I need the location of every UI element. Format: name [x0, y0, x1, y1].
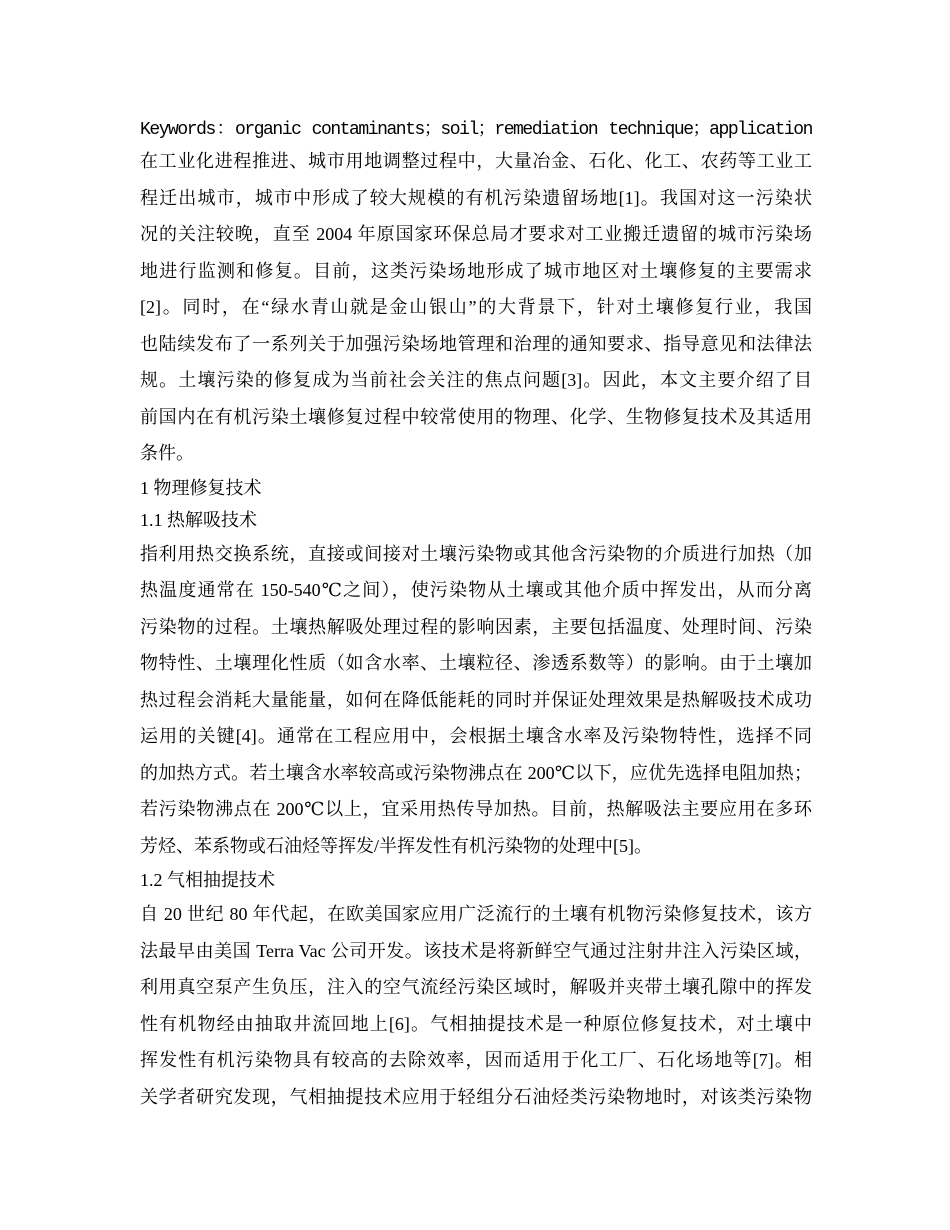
thermal-desorption-paragraph [140, 536, 812, 865]
paragraph-line: 关学者研究发现，气相抽提技术应用于轻组分石油烃类污染物地时，对该类污染物 [140, 1086, 812, 1107]
keywords-line [140, 117, 812, 143]
paragraph-line: 规。土壤污染的修复成为当前社会关注的焦点问题[3]。因此，本文主要介绍了目 [140, 370, 812, 390]
subsection-heading-1-1: 1.1 热解吸技术 [140, 509, 257, 530]
paragraph-line: 程迁出城市，城市中形成了较大规模的有机污染遗留场地[1]。我国对这一污染状 [140, 187, 812, 208]
paragraph-line: 利用真空泵产生负压，注入的空气流经污染区域时，解吸并夹带土壤孔隙中的挥发 [140, 977, 812, 997]
paragraph-line: 前国内在有机污染土壤修复过程中较常使用的物理、化学、生物修复技术及其适用 [140, 406, 812, 427]
paragraph-line: 也陆续发布了一系列关于加强污染场地管理和治理的通知要求、指导意见和法律法 [140, 333, 812, 354]
paragraph-line: 芳烃、苯系物或石油烃等挥发/半挥发性有机污染物的处理中[5]。 [140, 835, 652, 856]
paragraph-line: 条件。 [140, 443, 194, 463]
paragraph-line: 物特性、土壤理化性质（如含水率、土壤粒径、渗透系数等）的影响。由于土壤加 [140, 653, 812, 673]
paragraph-line: 污染物的过程。土壤热解吸处理过程的影响因素，主要包括温度、处理时间、污染 [140, 616, 812, 637]
paragraph-line: 性有机物经由抽取井流回地上[6]。气相抽提技术是一种原位修复技术，对土壤中 [140, 1013, 812, 1034]
paragraph-line: 若污染物沸点在 200℃以上，宜采用热传导加热。目前，热解吸法主要应用在多环 [140, 799, 812, 819]
paragraph-line: 地进行监测和修复。目前，这类污染场地形成了城市地区对土壤修复的主要需求 [140, 260, 812, 281]
paragraph-line: 在工业化进程推进、城市用地调整过程中，大量冶金、石化、化工、农药等工业工 [140, 151, 812, 171]
subsection-heading-1-2: 1.2 气相抽提技术 [140, 870, 275, 890]
document-page [140, 117, 812, 1115]
paragraph-line: 法最早由美国 Terra Vac 公司开发。该技术是将新鲜空气通过注射井注入污染区域， [140, 940, 812, 961]
paragraph-line: 自 20 世纪 80 年代起，在欧美国家应用广泛流行的土壤有机物污染修复技术，该方 [140, 904, 812, 924]
paragraph-line: 热过程会消耗大量能量，如何在降低能耗的同时并保证处理效果是热解吸技术成功 [140, 689, 812, 710]
soil-vapor-extraction-paragraph [140, 896, 812, 1115]
section-heading-1: 1 物理修复技术 [140, 477, 262, 498]
paragraph-line: 的加热方式。若土壤含水率较高或污染物沸点在 200℃以下，应优先选择电阻加热； [140, 762, 812, 783]
keywords-text: organic contaminants；soil；remediation technique；application [235, 120, 812, 140]
paragraph-line: [2]。同时，在“绿水青山就是金山银山”的大背景下，针对土壤修复行业，我国 [140, 297, 812, 317]
keywords-label: Keywords： [140, 120, 235, 140]
intro-paragraph [140, 143, 812, 472]
paragraph-line: 况的关注较晚，直至 2004 年原国家环保总局才要求对工业搬迁遗留的城市污染场 [140, 224, 812, 244]
paragraph-line: 热温度通常在 150-540℃之间），使污染物从土壤或其他介质中挥发出，从而分离 [140, 580, 812, 600]
paragraph-line: 指利用热交换系统，直接或间接对土壤污染物或其他含污染物的介质进行加热（加 [140, 543, 812, 564]
paragraph-line: 运用的关键[4]。通常在工程应用中，会根据土壤含水率及污染物特性，选择不同 [140, 726, 812, 746]
paragraph-line: 挥发性有机污染物具有较高的去除效率，因而适用于化工厂、石化场地等[7]。相 [140, 1050, 812, 1070]
